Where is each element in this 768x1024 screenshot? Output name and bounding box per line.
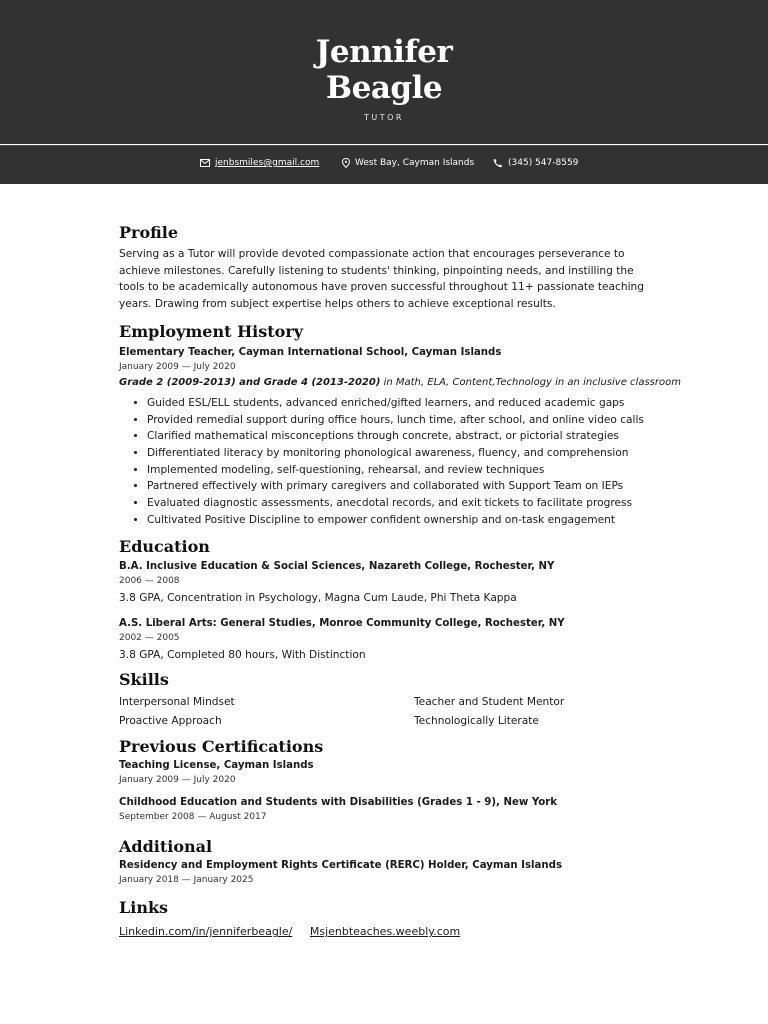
job-subtitle bbox=[119, 375, 681, 391]
job-bullet: • Provided remedial support during office hours, lunch time, after school, and online video calls bbox=[147, 412, 659, 429]
degree-title: A.S. Liberal Arts: General Studies, Monroe Community College, Rochester, NY bbox=[119, 618, 565, 630]
resume-body bbox=[119, 222, 681, 939]
job-bullet: • Guided ESL/ELL students, advanced enriched/gifted learners, and reduced academic gaps bbox=[147, 395, 659, 412]
certification-name: Childhood Education and Students with Disabilities (Grades 1 - 9), New York bbox=[119, 797, 558, 809]
profile-line: tools to be academically autonomous have proven successful throughout 11+ passionate teaching bbox=[119, 281, 644, 294]
section-title-additional: Additional bbox=[119, 837, 213, 857]
email-link[interactable]: jenbsmiles@gmail.com bbox=[215, 158, 320, 168]
additional-section bbox=[119, 836, 659, 887]
location-text: West Bay, Cayman Islands bbox=[355, 158, 475, 168]
candidate-name bbox=[0, 34, 768, 106]
profile-summary bbox=[119, 246, 659, 313]
contact-email[interactable] bbox=[200, 158, 319, 168]
certification-entry bbox=[119, 758, 659, 787]
profile-line: Serving as a Tutor will provide devoted compassionate action that encourages perseverance to bbox=[119, 248, 625, 260]
profile-line: achieve milestones. Carefully listening to students' thinking, pinpointing needs, and instilling the bbox=[119, 264, 634, 277]
degree-dates: 2002 — 2005 bbox=[119, 633, 180, 644]
additional-dates: January 2018 — January 2025 bbox=[119, 875, 254, 886]
location-pin-icon bbox=[342, 158, 350, 168]
certification-entry bbox=[119, 795, 659, 824]
job-title: Elementary Teacher, Cayman International School, Cayman Islands bbox=[119, 346, 502, 358]
job-subtitle-subjects: in Math, ELA, Content,Technology in an inclusive classroom bbox=[380, 376, 681, 388]
job-bullet: • Cultivated Positive Discipline to empower confident ownership and on-task engagement bbox=[147, 512, 659, 529]
section-title-employment: Employment History bbox=[119, 321, 304, 341]
resume-header bbox=[0, 0, 768, 144]
certification-dates: January 2009 — July 2020 bbox=[119, 775, 236, 786]
links-section bbox=[119, 897, 659, 938]
job-bullet: • Partnered effectively with primary caregivers and collaborated with Support Team on IEPs bbox=[147, 478, 659, 495]
skill-item: Interpersonal Mindset bbox=[119, 696, 235, 709]
section-title-links: Links bbox=[119, 898, 169, 918]
links-list bbox=[119, 925, 659, 938]
phone-text: (345) 547-8559 bbox=[508, 158, 579, 168]
linkedin-link[interactable]: Linkedin.com/in/jenniferbeagle/ bbox=[119, 925, 293, 939]
skills-section bbox=[119, 669, 659, 731]
contact-location bbox=[342, 158, 474, 168]
section-title-profile: Profile bbox=[119, 223, 179, 242]
skill-item: Teacher and Student Mentor bbox=[414, 696, 565, 709]
certification-dates: September 2008 — August 2017 bbox=[119, 812, 267, 823]
section-title-education: Education bbox=[119, 537, 210, 557]
skills-grid bbox=[119, 693, 659, 731]
phone-icon bbox=[493, 158, 503, 168]
job-bullet: • Differentiated literacy by monitoring phonological awareness, fluency, and comprehension bbox=[147, 445, 659, 462]
skill-item: Technologically Literate bbox=[414, 715, 539, 728]
education-entry bbox=[119, 559, 659, 606]
degree-detail: 3.8 GPA, Concentration in Psychology, Magna Cum Laude, Phi Theta Kappa bbox=[119, 592, 517, 605]
degree-dates: 2006 — 2008 bbox=[119, 576, 180, 587]
degree-detail: 3.8 GPA, Completed 80 hours, With Distinction bbox=[119, 649, 366, 662]
additional-name: Residency and Employment Rights Certificate (RERC) Holder, Cayman Islands bbox=[119, 860, 563, 872]
education-section bbox=[119, 536, 659, 663]
section-title-certifications: Previous Certifications bbox=[119, 737, 324, 757]
employment-section bbox=[119, 321, 681, 529]
job-bullet: • Evaluated diagnostic assessments, anecdotal records, and exit tickets to facilitate progress bbox=[147, 495, 659, 512]
profile-line: years. Drawing from subject expertise helps others to achieve exceptional results. bbox=[119, 298, 556, 311]
education-entry bbox=[119, 616, 659, 663]
skill-item: Proactive Approach bbox=[119, 715, 222, 728]
website-link[interactable]: Msjenbteaches.weebly.com bbox=[309, 925, 461, 939]
job-role: TUTOR bbox=[364, 113, 404, 122]
first-name: Jennifer bbox=[315, 34, 453, 70]
contact-bar bbox=[0, 145, 768, 184]
contact-phone bbox=[493, 158, 578, 168]
last-name: Beagle bbox=[325, 70, 443, 106]
certifications-section bbox=[119, 736, 659, 824]
profile-section bbox=[119, 222, 659, 313]
degree-title: B.A. Inclusive Education & Social Sciences, Nazareth College, Rochester, NY bbox=[119, 561, 555, 573]
job-bullet: • Implemented modeling, self-questioning, rehearsal, and review techniques bbox=[147, 462, 659, 479]
job-bullet-list bbox=[119, 395, 659, 529]
job-bullet: • Clarified mathematical misconceptions through concrete, abstract, or pictorial strategies bbox=[147, 428, 659, 445]
section-title-skills: Skills bbox=[119, 670, 169, 690]
mail-icon bbox=[200, 159, 210, 167]
job-dates: January 2009 — July 2020 bbox=[119, 361, 236, 372]
certification-name: Teaching License, Cayman Islands bbox=[119, 760, 314, 772]
job-subtitle-grades: Grade 2 (2009-2013) and Grade 4 (2013-2020) bbox=[119, 376, 381, 388]
